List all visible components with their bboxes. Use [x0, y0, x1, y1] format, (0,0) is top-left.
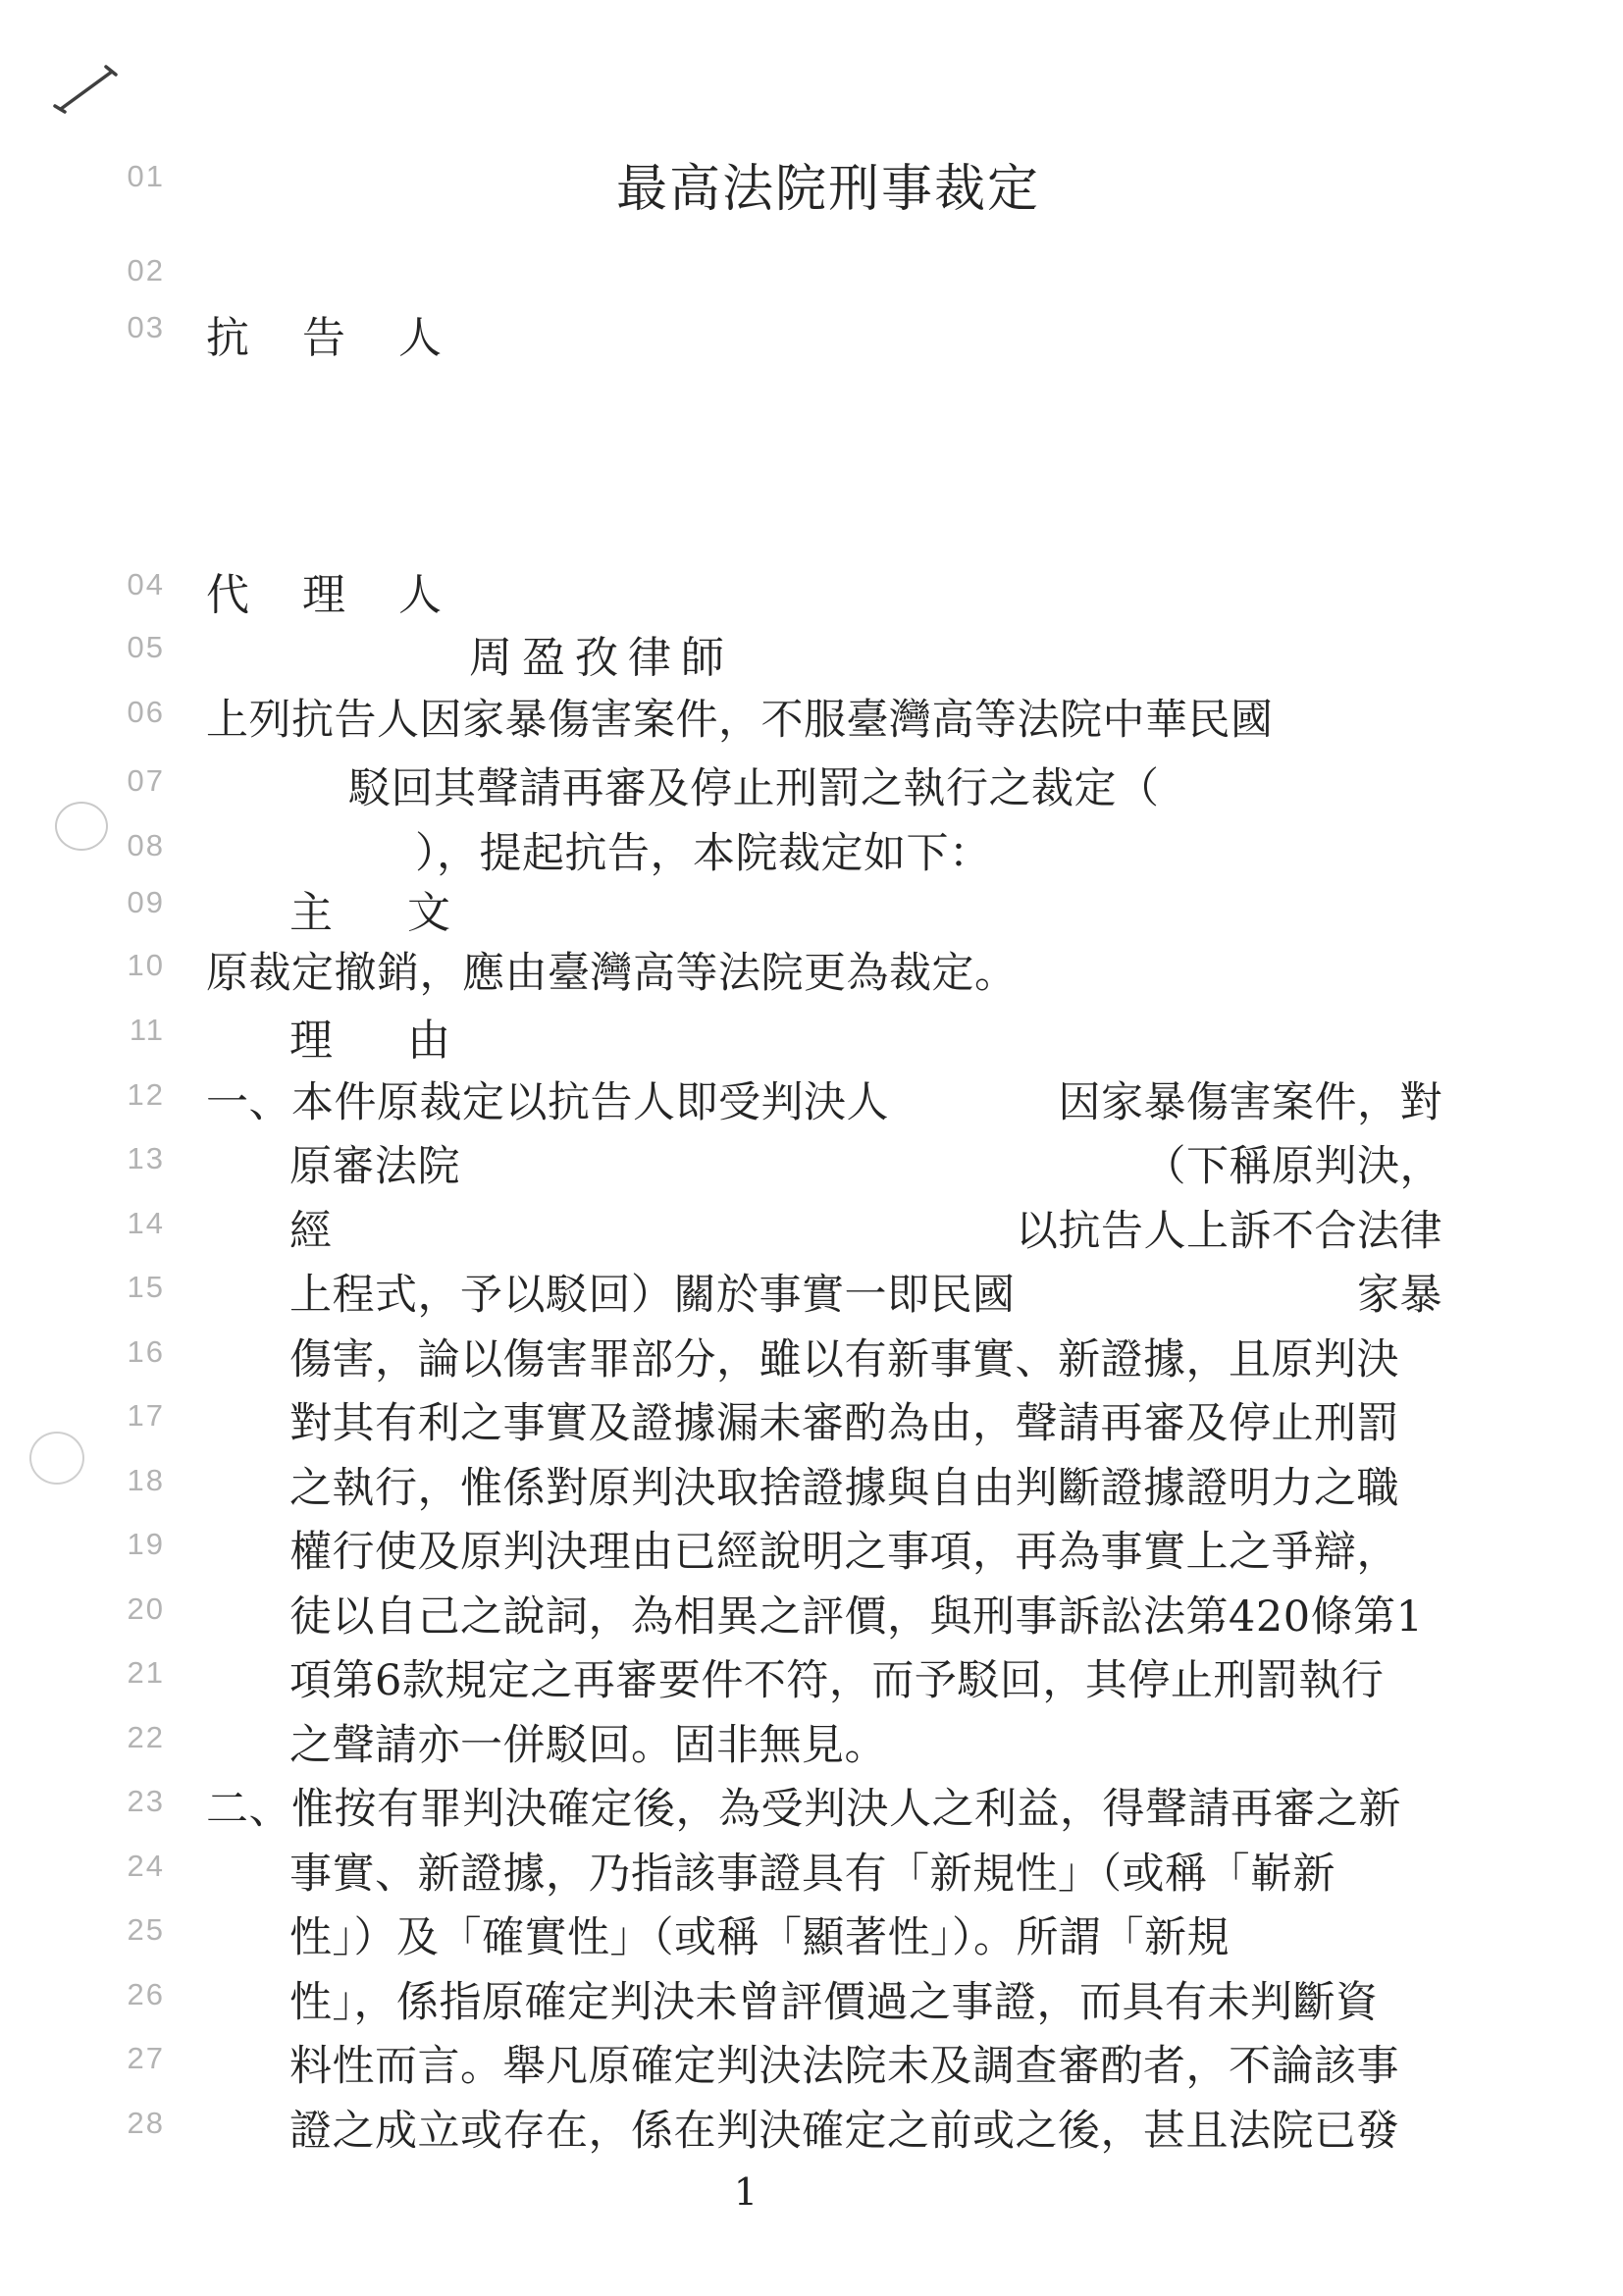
text-segment: 徒以自己之說詞，為相異之評價，與刑事訴訟法第420條第1	[289, 1592, 1424, 1642]
text-line-15	[289, 1262, 1442, 1322]
line-number: 27	[127, 2041, 165, 2075]
text-segment: 理 由	[289, 1016, 466, 1066]
line-number: 21	[127, 1655, 165, 1690]
hole-punch-bottom	[29, 1432, 84, 1485]
text-segment: 項第6款規定之再審要件不符，而予駁回，其停止刑罰執行	[289, 1656, 1385, 1705]
text-segment: 上程式，予以駁回）關於事實一即民國	[289, 1271, 1016, 1320]
text-segment: 因家暴傷害案件，對	[1058, 1078, 1442, 1127]
line-number: 20	[127, 1592, 165, 1626]
line-number: 08	[127, 828, 165, 862]
text-segment: 原審法院	[289, 1142, 460, 1191]
text-segment: 事實、新證據，乃指該事證具有「新規性」（或稱「嶄新	[289, 1850, 1335, 1899]
line-number: 15	[127, 1270, 165, 1304]
line-number: 07	[127, 763, 165, 798]
text-line-08	[415, 820, 992, 880]
text-line-22	[289, 1712, 887, 1772]
text-line-13	[289, 1133, 1442, 1193]
text-segment: 上列抗告人因家暴傷害案件，不服臺灣高等法院中華民國	[206, 696, 1274, 745]
line-number: 04	[127, 567, 165, 601]
line-number: 02	[127, 253, 165, 287]
text-line-09	[289, 877, 466, 940]
text-segment: 料性而言。舉凡原確定判決法院未及調查審酌者，不論該事	[289, 2042, 1399, 2091]
text-segment: 經	[289, 1207, 333, 1256]
line-number: 13	[127, 1141, 165, 1175]
line-number: 25	[127, 1912, 165, 1947]
text-line-12	[206, 1070, 1442, 1129]
text-segment: 原裁定撤銷，應由臺灣高等法院更為裁定。	[206, 949, 1018, 998]
text-line-28	[289, 2098, 1399, 2158]
text-line-26	[289, 1969, 1379, 2029]
text-segment: 主 文	[289, 888, 466, 938]
text-line-23	[206, 1776, 1401, 1836]
text-line-24	[289, 1841, 1335, 1901]
text-line-11	[289, 1005, 466, 1068]
text-line-25	[289, 1905, 1230, 1964]
line-number: 28	[127, 2106, 165, 2140]
text-segment: 家暴	[1357, 1271, 1442, 1320]
text-line-05	[469, 622, 734, 685]
text-segment: 代 理 人	[206, 570, 446, 620]
text-line-14	[289, 1198, 1442, 1258]
text-segment: 之聲請亦一併駁回。固非無見。	[289, 1721, 887, 1770]
line-number: 01	[127, 159, 165, 193]
text-segment: 傷害，論以傷害罪部分，雖以有新事實、新證據，且原判決	[289, 1335, 1399, 1384]
text-segment: 證之成立或存在，係在判決確定之前或之後，甚且法院已發	[289, 2107, 1399, 2156]
text-segment: 最高法院刑事裁定	[616, 160, 1041, 219]
text-line-17	[289, 1390, 1399, 1450]
line-number: 10	[127, 948, 165, 982]
line-number: 22	[127, 1720, 165, 1754]
line-number: 16	[127, 1334, 165, 1369]
text-segment: 駁回其聲請再審及停止刑罰之執行之裁定（	[348, 764, 1160, 813]
text-line-10	[206, 940, 1018, 1000]
text-segment: 性」）及「確實性」（或稱「顯著性」）。所謂「新規	[289, 1913, 1230, 1962]
text-line-16	[289, 1327, 1399, 1386]
text-segment: 權行使及原判決理由已經說明之事項，再為事實上之爭辯，	[289, 1528, 1399, 1577]
text-line-27	[289, 2033, 1399, 2093]
text-segment: ），提起抗告，本院裁定如下：	[415, 829, 992, 878]
line-number: 23	[127, 1784, 165, 1818]
text-line-18	[289, 1455, 1399, 1515]
text-segment: 二、惟按有罪判決確定後，為受判決人之利益，得聲請再審之新	[206, 1785, 1401, 1834]
line-number: 14	[127, 1206, 165, 1240]
text-segment: 對其有利之事實及證據漏未審酌為由，聲請再審及停止刑罰	[289, 1399, 1399, 1448]
text-line-04	[206, 559, 446, 622]
document-title	[616, 147, 1040, 221]
line-number: 26	[127, 1977, 165, 2011]
line-number: 11	[129, 1013, 165, 1047]
text-line-03	[206, 302, 446, 365]
text-line-07	[348, 756, 1160, 815]
line-number: 18	[127, 1463, 165, 1497]
staple-mark	[43, 55, 131, 124]
line-number: 05	[127, 630, 165, 664]
text-segment: 一、本件原裁定以抗告人即受判決人	[206, 1078, 889, 1127]
text-segment: 性」，係指原確定判決未曾評價過之事證，而具有未判斷資	[289, 1978, 1379, 2027]
page-number: 1	[733, 2170, 759, 2214]
text-line-19	[289, 1519, 1399, 1579]
text-line-06	[206, 687, 1274, 747]
text-line-20	[289, 1584, 1423, 1644]
text-segment: 周盈孜律師	[469, 633, 734, 683]
line-number: 24	[127, 1849, 165, 1883]
line-number: 17	[127, 1398, 165, 1433]
line-number: 19	[127, 1527, 165, 1561]
line-number: 06	[127, 695, 165, 729]
text-segment: 之執行，惟係對原判決取捨證據與自由判斷證據證明力之職	[289, 1464, 1399, 1513]
text-segment: 以抗告人上訴不合法律	[1016, 1207, 1442, 1256]
text-line-21	[289, 1647, 1384, 1707]
text-segment: 抗 告 人	[206, 313, 446, 363]
line-number: 03	[127, 310, 165, 344]
line-number: 12	[127, 1077, 165, 1112]
text-segment: （下稱原判決，	[1143, 1142, 1442, 1191]
line-number: 09	[127, 885, 165, 919]
